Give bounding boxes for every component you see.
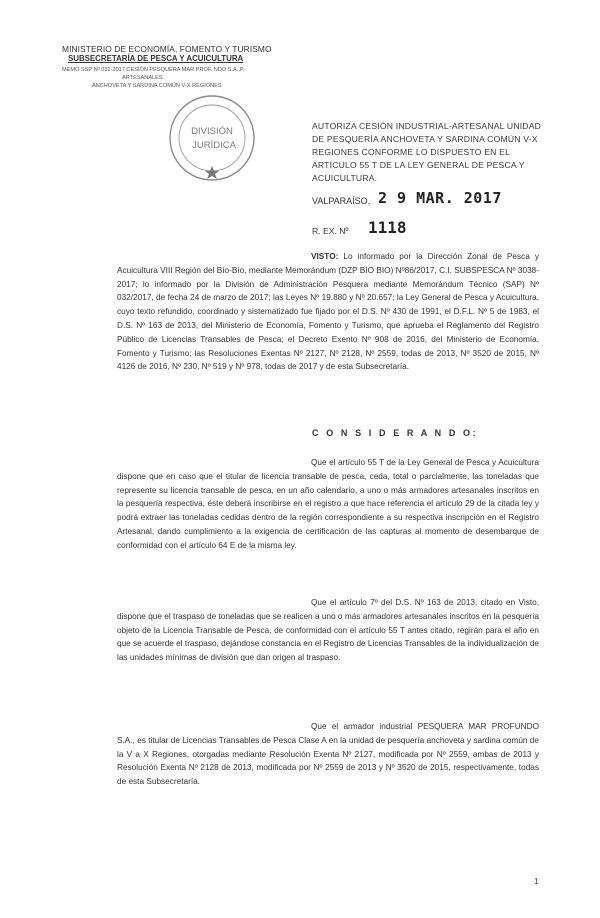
considerando-heading: C O N S I D E R A N D O: bbox=[312, 428, 479, 438]
place-label: VALPARAÍSO, bbox=[312, 196, 371, 206]
visto-paragraph bbox=[117, 250, 539, 374]
page-number: 1 bbox=[534, 876, 539, 886]
rex-number: 1118 bbox=[368, 218, 407, 237]
considerando-paragraph-3: Que el armador industrial PESQUERA MAR PROFUNDO S.A., es titular de Licencias Transables de Pesca Clase A en la unidad de pesquería anchoveta y sardina común de la V a X Regiones, otorgadas mediante Resolución Exenta Nº 2127, modificada por Nº 2559, ambas de 2013 y Resolución Exenta Nº 2128 de 2013, modificada por Nº 2559 de 2013 y Nº 3520 de 2015, respectivamente, todas de esta Subsecretaría. bbox=[117, 722, 539, 787]
rex-label: R. EX. Nº bbox=[312, 226, 349, 236]
resolution-title: AUTORIZA CESIÓN INDUSTRIAL-ARTESANAL UNIDAD DE PESQUERÍA ANCHOVETA Y SARDINA COMÚN V-X REGIONES CONFORME LO DISPUESTO EN EL ARTÍCULO 55 T DE LA LEY GENERAL DE PESCA Y ACUICULTURA. bbox=[312, 121, 542, 183]
memo-reference: MEMO SSP Nº 032-2017 CESIÓN PESQUERA MAR PROF. NDO S.A.,P. bbox=[62, 67, 245, 73]
memo-reference-2: ARTESANALES bbox=[122, 75, 163, 81]
ministry-name: MINISTERIO DE ECONOMÍA, FOMENTO Y TURISMO bbox=[62, 44, 272, 54]
considerando-paragraph-1: Que el artículo 55 T de la Ley General de Pesca y Acuicultura dispone que en caso que el titular de licencia transable de pesca, ceda, total o parcialmente, las toneladas que represente su licencia transable de pesca, en un año calendario, a uno o más armadores artesanales inscritos en la pesquería respectiva, éste deberá inscribirse en el registro a que hace referencia el artículo 29 de la citada ley y podrá extraer las toneladas cedidas dentro de la región correspondiente a su respectiva inscripción en el Registro Artesanal, dando cumplimiento a la exigencia de certificación de las capturas al momento de desembarque de conformidad con el artículo 64 E de la misma ley. bbox=[117, 458, 539, 550]
subsecretaria-name: SUBSECRETARÍA DE PESCA Y ACUICULTURA bbox=[68, 54, 244, 63]
visto-label: VISTO: bbox=[311, 252, 339, 261]
visto-text: Lo informado por la Dirección Zonal de Pesca y Acuicultura VIII Región del Bío-Bío, mediante Memorándum (DZP BIO BIO) Nº86/2017, C.I. SUBSPESCA Nº 3038-2017; lo informado por la División de Administración Pesquera mediante Memorándum Técnico (SAP) Nº 032/2017, de fecha 24 de marzo de 2017; las Leyes Nº 19.880 y Nº 20.657; la Ley General de Pesca y Acuicultura, cuyo texto refundido, coordinado y sistematizado fue fijado por el D.S. Nº 430 de 1991, el D.F.L. Nº 5 de 1983, el D.S. Nº 163 de 2013, del Ministerio de Economía, Fomento y Turismo, que aprueba el Reglamento del Registro Público de Licencias Transables de Pesca; el Decreto Exento Nº 908 de 2016, del Ministerio de Economía, Fomento y Turismo; las Resoluciones Exentas Nº 2127, Nº 2128, Nº 2559, todas de 2013, Nº 3520 de 2015, Nº 4126 de 2016, Nº 230, Nº 519 y Nº 978, todas de 2017 y de esta Subsecretaría. bbox=[117, 252, 539, 372]
considerando-paragraph-2: Que el artículo 7º del D.S. Nº 163 de 2013, citado en Visto, dispone que el traspaso de toneladas que se realicen a uno o más armadores artesanales inscritos en la pesquería objeto de la Licencia Transable de Pesca, de conformidad con el artículo 55 T antes citado, regirán para el año en que se acuerde el traspaso, dejándose constancia en el Registro de Licencias Transables de la individualización de las unidades mínimas de división que dan origen al traspaso. bbox=[117, 598, 539, 663]
memo-reference-3: ANCHOVETA Y SARDINA COMÚN V-X REGIONES bbox=[92, 83, 222, 89]
seal-line-1: DIVISIÓN bbox=[191, 126, 233, 137]
division-juridica-seal bbox=[166, 92, 258, 184]
date-stamp: 2 9 MAR. 2017 bbox=[378, 189, 502, 207]
seal-line-2: JURÍDICA bbox=[192, 140, 236, 151]
letterhead bbox=[62, 44, 312, 90]
seal-star-icon bbox=[205, 166, 219, 179]
